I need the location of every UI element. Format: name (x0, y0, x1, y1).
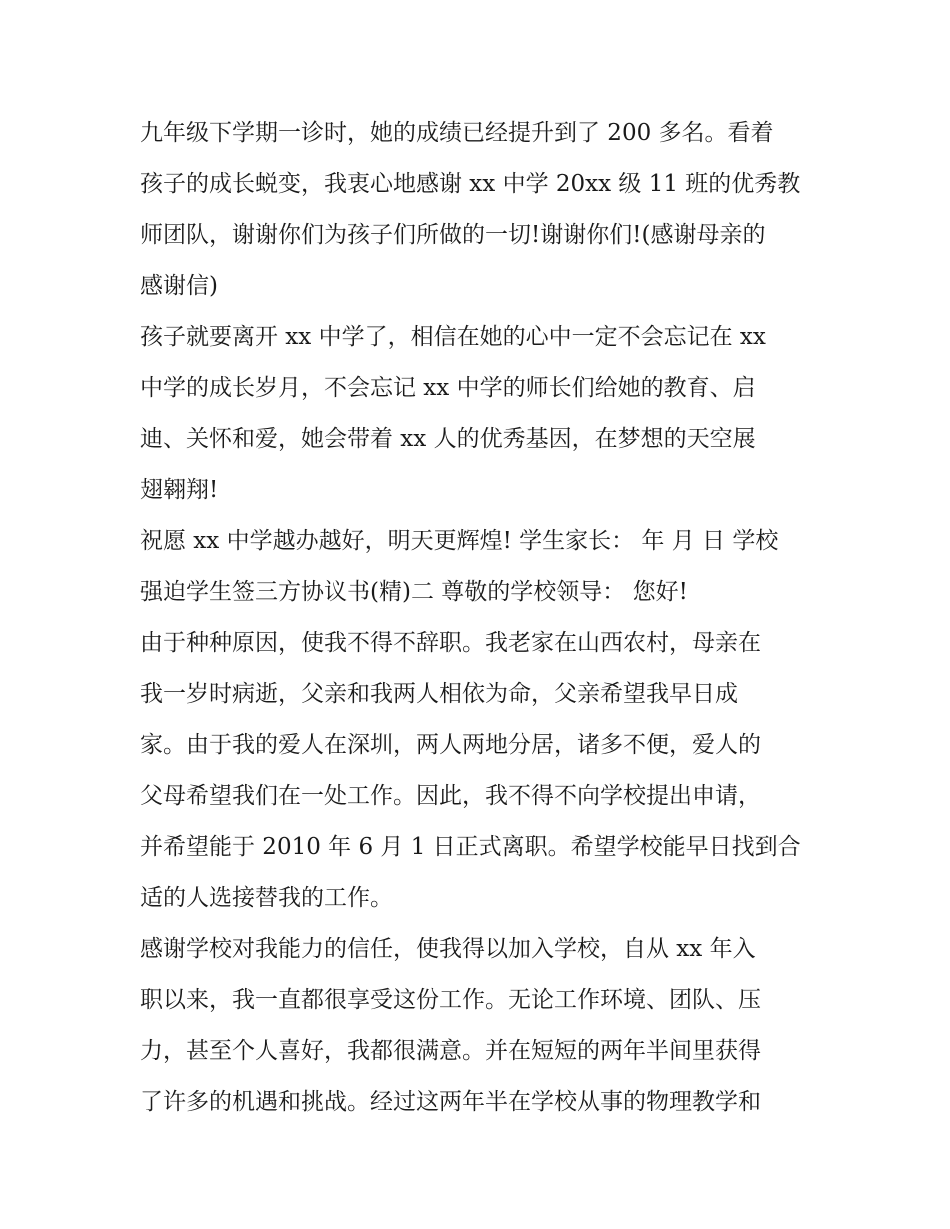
text-line: 我一岁时病逝，父亲和我两人相依为命，父亲希望我早日成 (140, 681, 738, 707)
text-line: 师团队，谢谢你们为孩子们所做的一切!谢谢你们!(感谢母亲的 (140, 222, 766, 248)
text-line: 祝愿 xx 中学越办越好，明天更辉煌! 学生家长： 年 月 日 学校 (140, 528, 779, 554)
text-line: 九年级下学期一诊时，她的成绩已经提升到了 200 多名。看着 (140, 120, 774, 146)
text-line: 了许多的机遇和挑战。经过这两年半在学校从事的物理教学和 (140, 1089, 761, 1115)
text-line: 感谢信) (140, 273, 218, 299)
text-line: 力，甚至个人喜好，我都很满意。并在短短的两年半间里获得 (140, 1038, 761, 1064)
text-line: 翅翱翔! (140, 477, 219, 503)
document-body (140, 108, 820, 1128)
text-line: 迪、关怀和爱，她会带着 xx 人的优秀基因，在梦想的天空展 (140, 426, 756, 452)
text-line: 父母希望我们在一处工作。因此，我不得不向学校提出申请， (140, 783, 761, 809)
text-line: 适的人选接替我的工作。 (140, 885, 393, 911)
text-line: 由于种种原因，使我不得不辞职。我老家在山西农村，母亲在 (140, 630, 761, 656)
text-line: 孩子的成长蜕变，我衷心地感谢 xx 中学 20xx 级 11 班的优秀教 (140, 171, 801, 197)
text-line: 家。由于我的爱人在深圳，两人两地分居，诸多不便，爱人的 (140, 732, 761, 758)
text-line: 孩子就要离开 xx 中学了，相信在她的心中一定不会忘记在 xx (140, 324, 766, 350)
text-line: 职以来，我一直都很享受这份工作。无论工作环境、团队、压 (140, 987, 761, 1013)
text-line: 中学的成长岁月，不会忘记 xx 中学的师长们给她的教育、启 (140, 375, 756, 401)
text-line: 强迫学生签三方协议书(精)二 尊敬的学校领导： 您好! (140, 579, 688, 605)
text-line: 感谢学校对我能力的信任，使我得以加入学校，自从 xx 年入 (140, 936, 756, 962)
text-line: 并希望能于 2010 年 6 月 1 日正式离职。希望学校能早日找到合 (140, 834, 801, 860)
